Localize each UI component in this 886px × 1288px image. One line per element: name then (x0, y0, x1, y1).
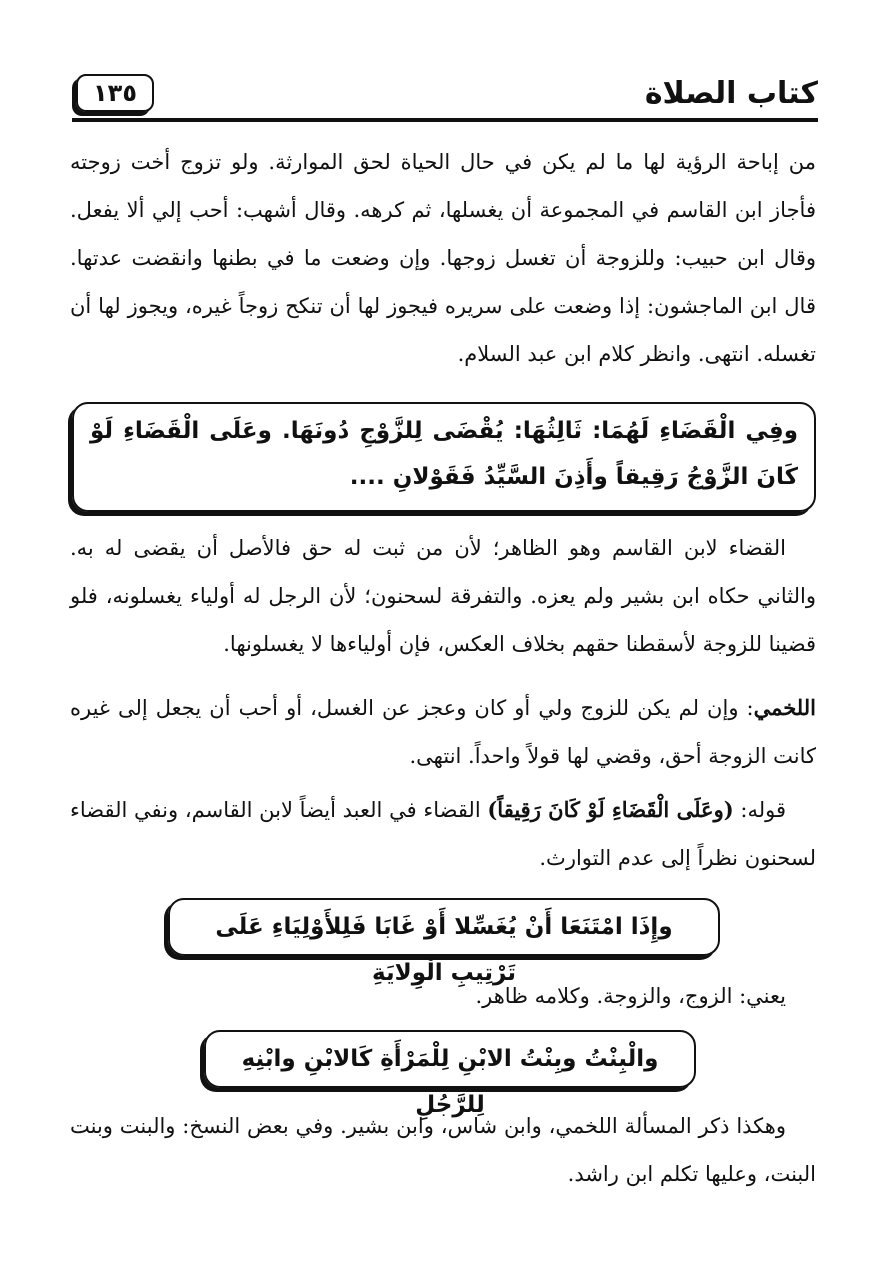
matn-box-2: وإِذَا امْتَنَعَا أَنْ يُغَسِّلا أَوْ غَابَا فَلِلأَوْلِيَاءِ عَلَى تَرْتِيبِ الْوِلايَةِ (168, 898, 720, 956)
paragraph-4-quote: (وعَلَى الْقَضَاءِ لَوْ كَانَ رَقِيقاً) (487, 797, 734, 822)
paragraph-4-text: القضاء في العبد أيضاً لابن القاسم، ونفي القضاء لسحنون نظراً إلى عدم التوارث. (70, 798, 816, 870)
paragraph-2 (70, 524, 816, 668)
paragraph-6 (70, 1102, 816, 1198)
paragraph-5-text: يعني: الزوج، والزوجة. وكلامه ظاهر. (475, 984, 786, 1008)
matn-box-1: وفِي الْقَضَاءِ لَهُمَا: ثَالِثُهَا: يُقْضَى لِلزَّوْجِ دُونَهَا. وعَلَى الْقَضَاءِ لَوْ كَانَ الزَّوْجُ رَقِيقاً وأَذِنَ السَّيِّدُ فَقَوْلانِ .... (72, 402, 816, 512)
paragraph-6-text: وهكذا ذكر المسألة اللخمي، وابن شاس، وابن بشير. وفي بعض النسخ: والبنت وبنت البنت، وعليها تكلم ابن راشد. (70, 1114, 816, 1186)
paragraph-5 (70, 972, 816, 1020)
book-title: كتاب الصلاة (644, 76, 818, 111)
paragraph-4-start: قوله: (733, 798, 786, 822)
paragraph-2-text: القضاء لابن القاسم وهو الظاهر؛ لأن من ثبت له حق فالأصل أن يقضى له به. والثاني حكاه ابن بشير ولم يعزه. والتفرقة لسحنون؛ لأن الرجل له أولياء يغسلونه، فلو قضينا للزوجة لأسقطنا حقهم بخلاف العكس، فإن أولياءها لا يغسلونها. (70, 536, 816, 656)
header-rule (72, 118, 818, 122)
matn-box-3: والْبِنْتُ وبِنْتُ الابْنِ لِلْمَرْأَةِ كَالابْنِ وابْنِهِ لِلرَّجُلِ (204, 1030, 696, 1088)
paragraph-1: من إباحة الرؤية لها ما لم يكن في حال الحياة لحق الموارثة. ولو تزوج أخت زوجته فأجاز ابن القاسم في المجموعة أن يغسلها، ثم كرهه. وقال أشهب: أحب إلي ألا يفعل. وقال ابن حبيب: وللزوجة أن تغسل زوجها. وإن وضعت ما في بطنها وانقضت عدتها. قال ابن الماجشون: إذا وضعت على سريره فيجوز لها أن تنكح زوجاً غيره، ويجوز لها أن تغسله. انتهى. وانظر كلام ابن عبد السلام. (70, 150, 816, 366)
page-header (72, 70, 818, 124)
paragraph-4 (70, 786, 816, 882)
paragraph-3-lead: اللخمي (753, 695, 816, 720)
page-number: ١٣٥ (76, 74, 154, 112)
paragraph-3 (70, 684, 816, 780)
paragraph-3-text: : وإن لم يكن للزوج ولي أو كان وعجز عن الغسل، أو أحب أن يجعل إلى غيره كانت الزوجة أحق، وقضي لها قولاً واحداً. انتهى. (70, 696, 816, 768)
